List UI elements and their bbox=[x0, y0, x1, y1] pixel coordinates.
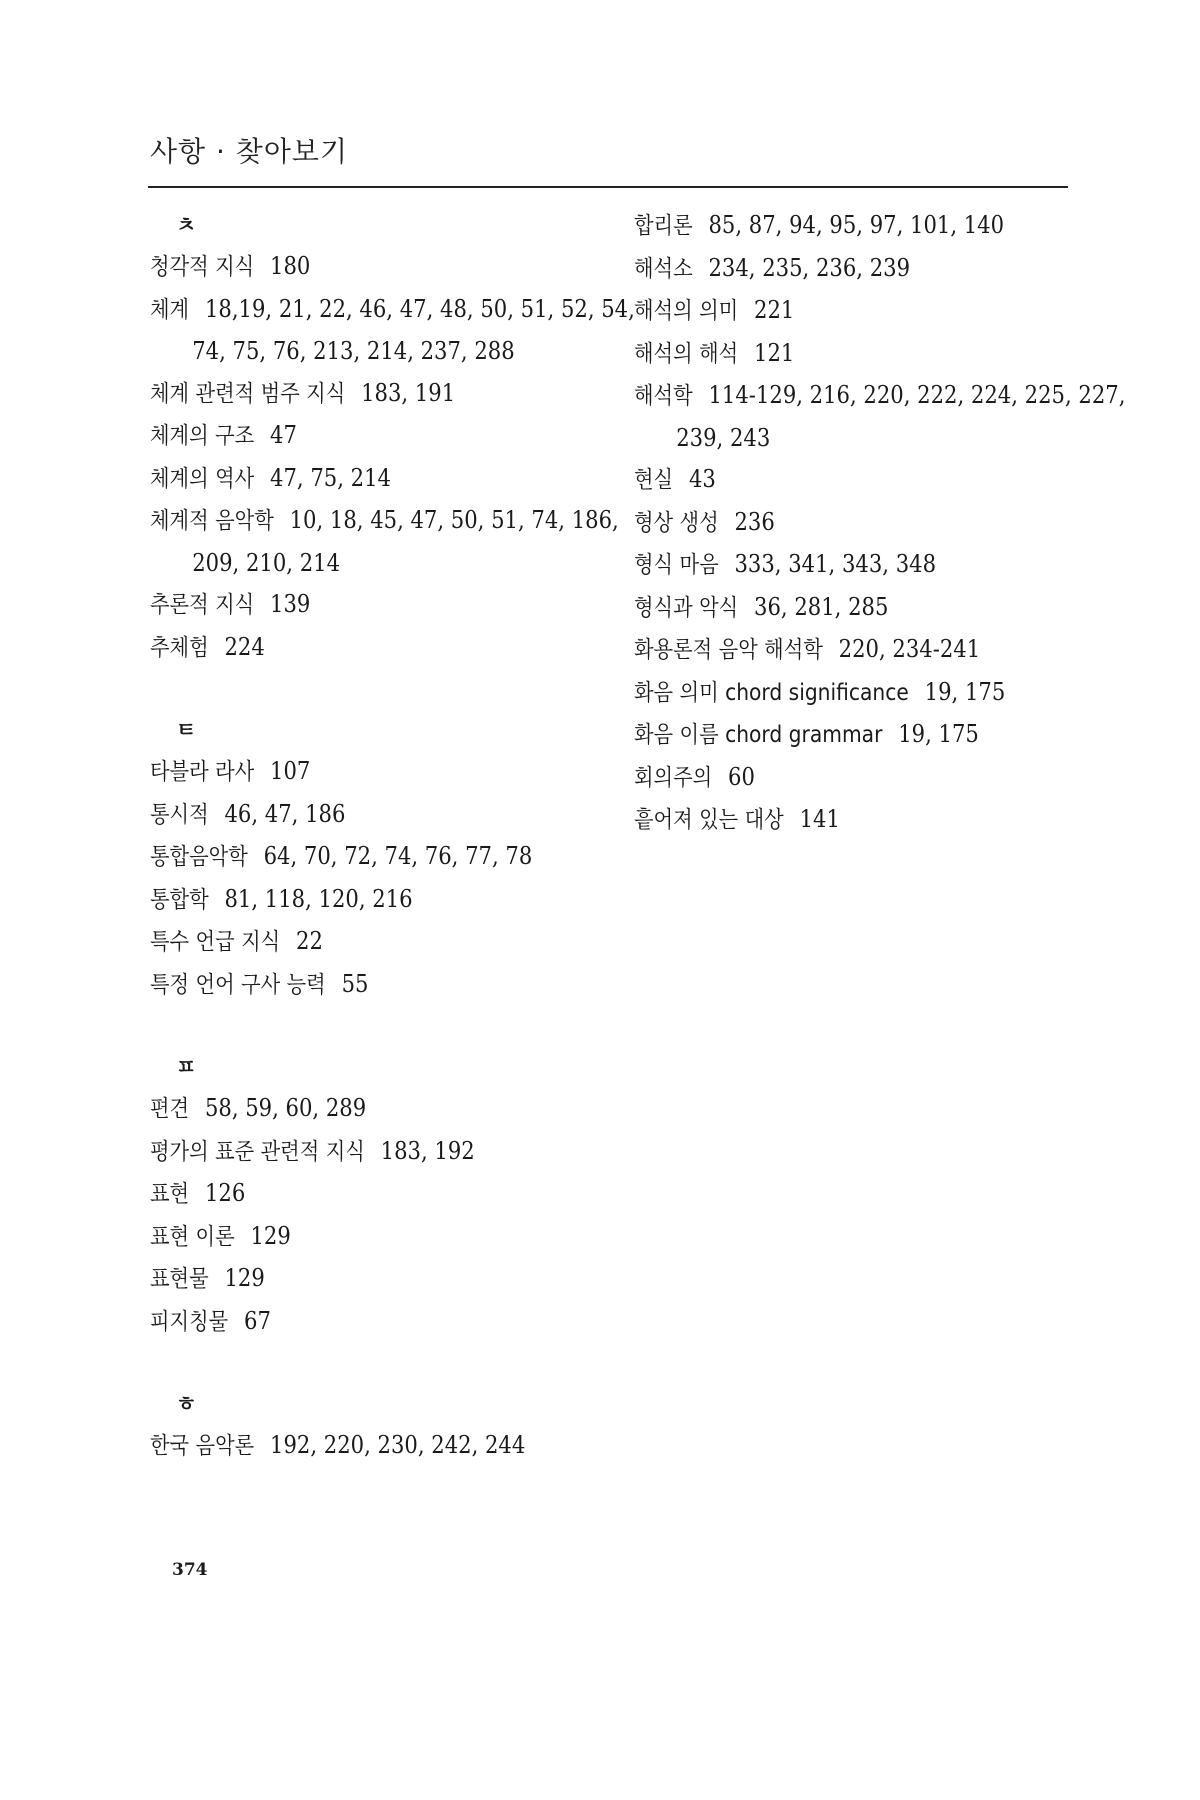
index-term: 한국 음악론 bbox=[150, 1433, 255, 1459]
index-pages: 19, 175 bbox=[898, 720, 979, 748]
index-term: 표현 bbox=[150, 1181, 190, 1207]
section-letter: ㅎ bbox=[176, 1392, 197, 1416]
index-entry bbox=[150, 836, 662, 879]
index-entry bbox=[634, 587, 1146, 630]
index-term: 피지칭물 bbox=[150, 1308, 229, 1335]
index-pages: 192, 220, 230, 242, 244 bbox=[270, 1431, 526, 1459]
index-pages: 10, 18, 45, 47, 50, 51, 74, 186, 209, 210, 214 bbox=[192, 506, 619, 577]
index-pages: 22 bbox=[296, 927, 323, 955]
index-entry bbox=[634, 459, 1146, 502]
index-pages: 141 bbox=[799, 805, 840, 833]
index-pages: 46, 47, 186 bbox=[224, 799, 346, 828]
index-pages: 81, 118, 120, 216 bbox=[224, 884, 413, 913]
index-term: 회의주의 bbox=[634, 764, 713, 791]
index-entry bbox=[634, 714, 1146, 757]
index-entry bbox=[150, 1131, 662, 1174]
index-term: 해석소 bbox=[634, 255, 693, 282]
index-entry bbox=[150, 373, 662, 416]
index-term: 체계의 역사 bbox=[150, 465, 255, 492]
index-entry bbox=[634, 333, 1146, 376]
index-section bbox=[150, 1047, 620, 1343]
index-left-column bbox=[150, 205, 635, 1468]
index-pages: 129 bbox=[224, 1264, 265, 1292]
index-term: 체계 bbox=[150, 296, 190, 323]
index-entry bbox=[150, 964, 662, 1007]
index-term: 체계적 음악학 bbox=[150, 508, 274, 534]
index-pages: 47 bbox=[270, 421, 297, 449]
index-pages: 121 bbox=[754, 338, 795, 367]
index-entry bbox=[150, 1425, 662, 1468]
index-entry bbox=[150, 1216, 662, 1259]
index-entry bbox=[150, 794, 662, 837]
index-pages: 220, 234-241 bbox=[838, 635, 981, 663]
index-entry bbox=[634, 290, 1146, 333]
index-entry bbox=[150, 751, 662, 794]
index-term: 타블라 라사 bbox=[150, 759, 255, 785]
header-rule bbox=[148, 186, 1068, 188]
index-term: 화음 이름 chord grammar bbox=[634, 722, 883, 748]
index-pages: 114-129, 216, 220, 222, 224, 225, 227, 239, 243 bbox=[676, 381, 1126, 452]
index-term: 평가의 표준 관련적 지식 bbox=[150, 1138, 365, 1165]
index-entry bbox=[150, 1088, 662, 1131]
index-entry bbox=[150, 1301, 662, 1344]
index-pages: 126 bbox=[204, 1179, 246, 1207]
index-entry bbox=[150, 1173, 662, 1216]
index-pages: 19, 175 bbox=[924, 677, 1006, 706]
index-entry bbox=[150, 1258, 662, 1301]
index-term: 특수 언급 지식 bbox=[150, 929, 281, 955]
section-letter: ㅌ bbox=[176, 718, 197, 742]
index-entry bbox=[634, 799, 1146, 842]
index-term: 흩어져 있는 대상 bbox=[634, 807, 784, 833]
index-term: 통합학 bbox=[150, 886, 209, 913]
index-pages: 139 bbox=[270, 590, 311, 618]
index-pages: 18,19, 21, 22, 46, 47, 48, 50, 51, 52, 54, 74, 75, 76, 213, 214, 237, 288 bbox=[192, 294, 635, 365]
index-term: 편견 bbox=[150, 1096, 190, 1122]
index-term: 현실 bbox=[634, 467, 674, 493]
index-entry bbox=[150, 500, 662, 584]
index-pages: 129 bbox=[250, 1221, 291, 1250]
index-entry bbox=[150, 458, 662, 501]
index-entry bbox=[634, 375, 1146, 459]
index-term: 형식 마음 bbox=[634, 552, 719, 578]
index-pages: 180 bbox=[270, 252, 311, 280]
index-section bbox=[150, 1384, 620, 1468]
index-term: 통합음악학 bbox=[150, 844, 248, 870]
index-term: 형상 생성 bbox=[634, 509, 719, 536]
section-letter: ㅊ bbox=[176, 213, 197, 237]
index-entry bbox=[150, 415, 662, 458]
index-pages: 183, 192 bbox=[380, 1136, 475, 1165]
index-term: 체계의 구조 bbox=[150, 423, 255, 449]
index-term: 특정 언어 구사 능력 bbox=[150, 971, 326, 998]
index-pages: 221 bbox=[754, 296, 795, 324]
index-entry bbox=[634, 544, 1146, 587]
index-pages: 60 bbox=[728, 762, 755, 791]
index-entry bbox=[150, 627, 662, 670]
index-pages: 224 bbox=[224, 632, 265, 661]
index-entry bbox=[634, 629, 1146, 672]
index-term: 추론적 지식 bbox=[150, 592, 255, 618]
index-term: 청각적 지식 bbox=[150, 254, 255, 280]
index-pages: 58, 59, 60, 289 bbox=[204, 1094, 367, 1122]
index-term: 화음 의미 chord significance bbox=[634, 679, 909, 706]
index-pages: 43 bbox=[688, 465, 716, 493]
index-pages: 67 bbox=[244, 1306, 271, 1335]
index-entry bbox=[150, 921, 662, 964]
index-term: 해석의 의미 bbox=[634, 298, 739, 324]
index-term: 추체험 bbox=[150, 634, 209, 661]
index-entry bbox=[634, 672, 1146, 715]
index-pages: 234, 235, 236, 239 bbox=[708, 253, 911, 282]
index-term: 표현물 bbox=[150, 1266, 209, 1292]
index-entry bbox=[634, 205, 1146, 248]
index-term: 해석학 bbox=[634, 383, 693, 409]
index-entry bbox=[150, 246, 662, 289]
index-pages: 236 bbox=[734, 507, 775, 536]
index-pages: 36, 281, 285 bbox=[754, 592, 889, 621]
index-entry bbox=[634, 248, 1146, 291]
index-pages: 183, 191 bbox=[361, 378, 456, 407]
index-pages: 85, 87, 94, 95, 97, 101, 140 bbox=[708, 211, 1005, 239]
index-term: 합리론 bbox=[634, 213, 693, 239]
index-section bbox=[150, 205, 635, 669]
index-term: 통시적 bbox=[150, 801, 209, 828]
index-pages: 333, 341, 343, 348 bbox=[734, 550, 937, 578]
running-header: 사항 · 찾아보기 bbox=[150, 135, 348, 168]
index-section bbox=[150, 710, 620, 1006]
index-entry bbox=[150, 584, 662, 627]
index-term: 표현 이론 bbox=[150, 1223, 235, 1250]
index-entry bbox=[634, 502, 1146, 545]
index-entry bbox=[150, 879, 662, 922]
index-term: 해석의 해석 bbox=[634, 340, 739, 367]
index-pages: 107 bbox=[270, 757, 311, 785]
index-pages: 55 bbox=[341, 969, 369, 998]
section-letter: ㅍ bbox=[176, 1055, 197, 1079]
index-term: 형식과 악식 bbox=[634, 594, 739, 621]
page-number: 374 bbox=[172, 1560, 208, 1580]
index-right-column bbox=[634, 205, 1126, 842]
index-term: 체계 관련적 범주 지식 bbox=[150, 380, 346, 407]
index-pages: 64, 70, 72, 74, 76, 77, 78 bbox=[263, 842, 533, 870]
index-pages: 47, 75, 214 bbox=[270, 463, 391, 492]
index-entry bbox=[634, 757, 1146, 800]
index-term: 화용론적 음악 해석학 bbox=[634, 637, 823, 663]
index-entry bbox=[150, 289, 662, 373]
